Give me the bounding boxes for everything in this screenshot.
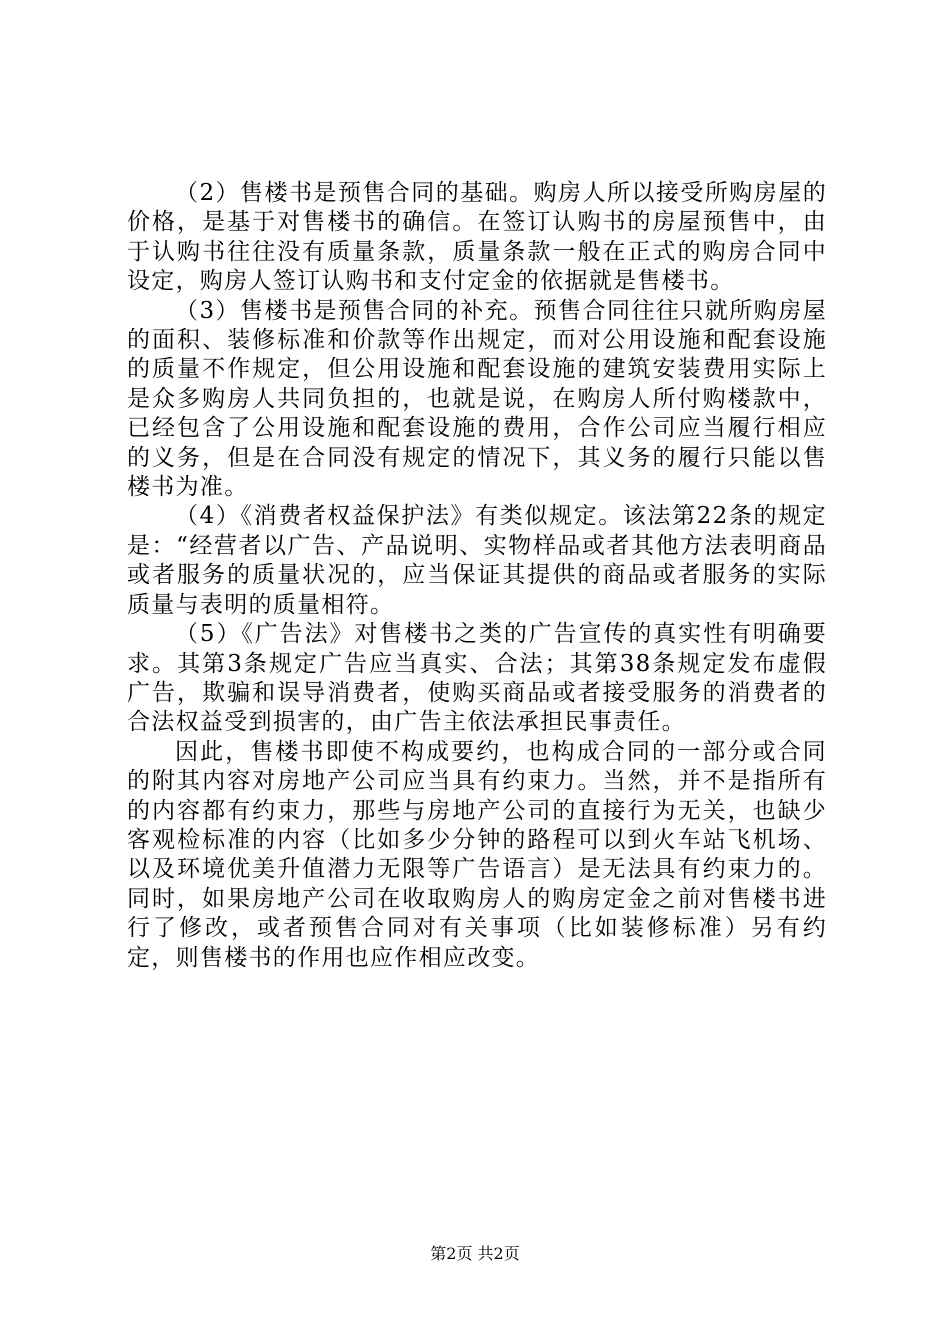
- document-body: [127, 179, 827, 973]
- paragraph-conclusion: 因此，售楼书即使不构成要约，也构成合同的一部分或合同的附其内容对房地产公司应当具有约束力。当然，并不是指所有的内容都有约束力，那些与房地产公司的直接行为无关，也缺少客观检标准的内容（比如多少分钟的路程可以到火车站飞机场、以及环境优美升值潜力无限等广告语言）是无法具有约束力的。同时，如果房地产公司在收取购房人的购房定金之前对售楼书进行了修改，或者预售合同对有关事项（比如装修标准）另有约定，则售楼书的作用也应作相应改变。: [127, 738, 827, 971]
- page-footer: 第2页 共2页: [430, 1244, 520, 1263]
- paragraph-5: （5）《广告法》对售楼书之类的广告宣传的真实性有明确要求。其第3条规定广告应当真实、合法；其第38条规定发布虚假广告，欺骗和误导消费者，使购买商品或者接受服务的消费者的合法权益受到损害的，由广告主依法承担民事责任。: [127, 621, 827, 736]
- paragraph-3: （3）售楼书是预售合同的补充。预售合同往往只就所购房屋的面积、装修标准和价款等作出规定，而对公用设施和配套设施的质量不作规定，但公用设施和配套设施的建筑安装费用实际上是众多购房人共同负担的，也就是说，在购房人所付购楼款中，已经包含了公用设施和配套设施的费用，合作公司应当履行相应的义务，但是在合同没有规定的情况下，其义务的履行只能以售楼书为准。: [127, 297, 827, 501]
- paragraph-2: （2）售楼书是预售合同的基础。购房人所以接受所购房屋的价格，是基于对售楼书的确信。在签订认购书的房屋预售中，由于认购书往往没有质量条款，质量条款一般在正式的购房合同中设定，购房人签订认购书和支付定金的依据就是售楼书。: [127, 180, 827, 295]
- paragraph-4: （4）《消费者权益保护法》有类似规定。该法第22条的规定是：“经营者以广告、产品说明、实物样品或者其他方法表明商品或者服务的质量状况的，应当保证其提供的商品或者服务的实际质量与表明的质量相符。: [127, 503, 827, 618]
